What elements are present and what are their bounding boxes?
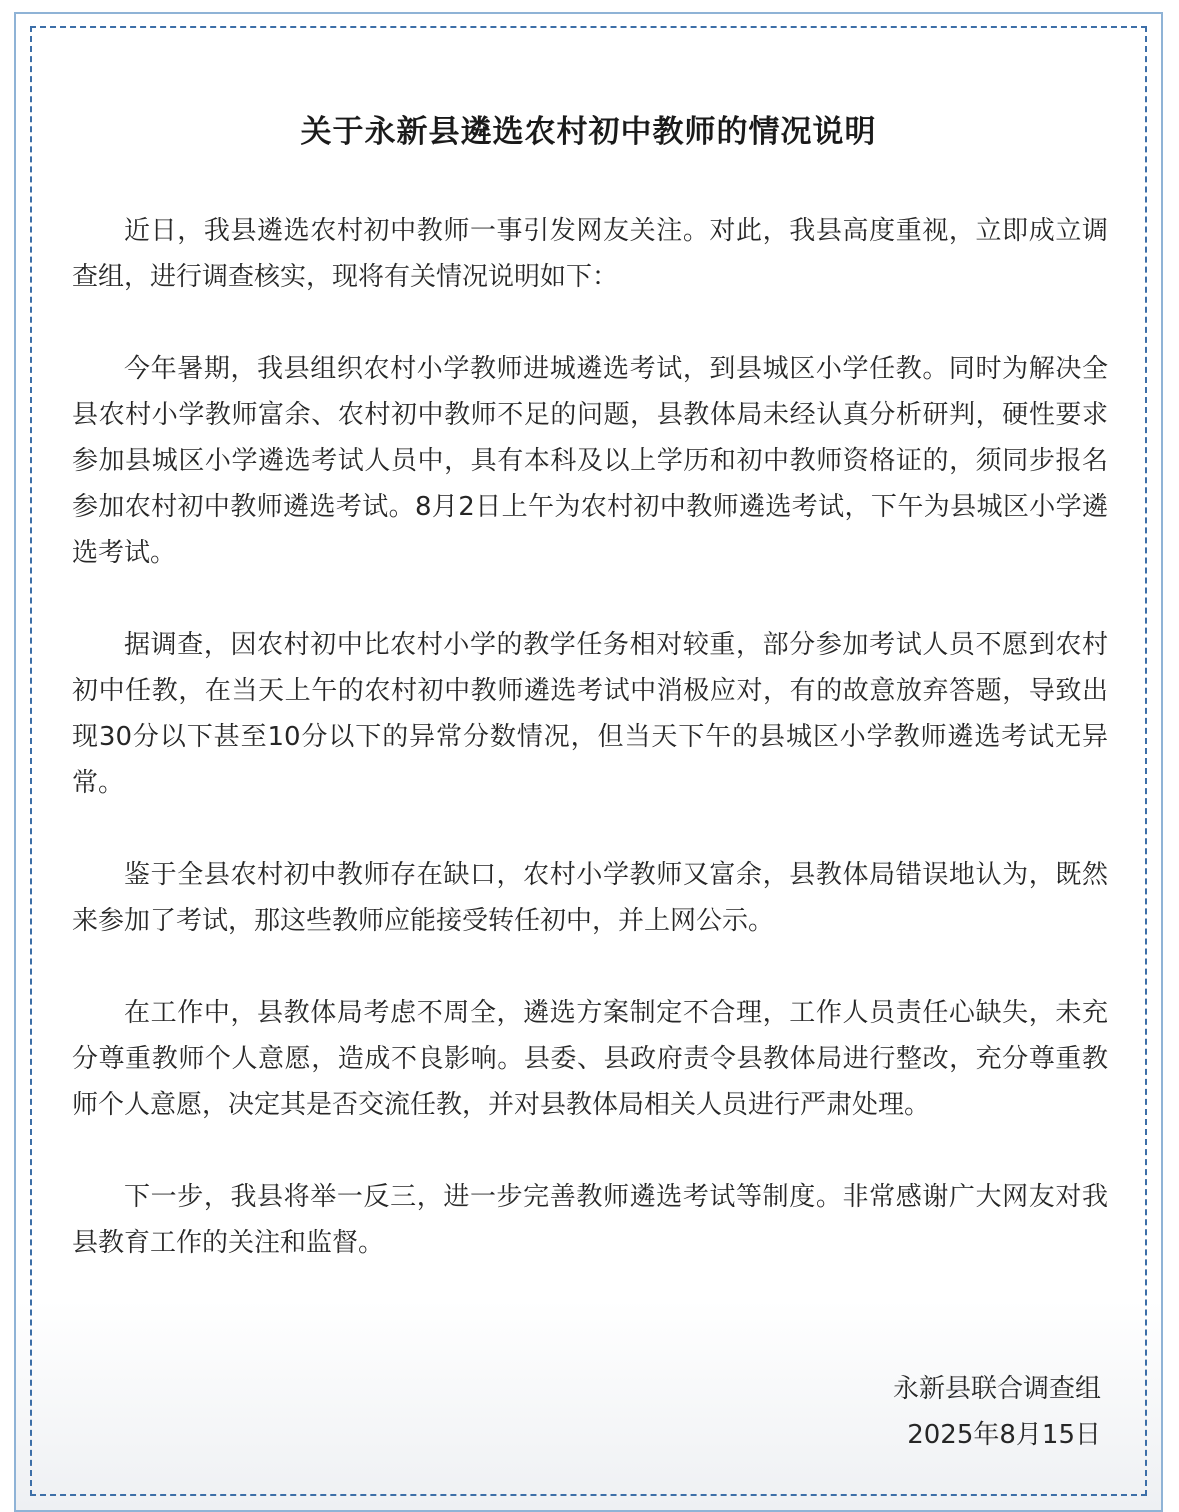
signature-block xyxy=(893,1366,1101,1458)
paragraph-background: 今年暑期，我县组织农村小学教师进城遴选考试，到县城区小学任教。同时为解决全县农村小学教师富余、农村初中教师不足的问题，县教体局未经认真分析研判，硬性要求参加县城区小学遴选考试人员中，具有本科及以上学历和初中教师资格证的，须同步报名参加农村初中教师遴选考试。8月2日上午为农村初中教师遴选考试，下午为县城区小学遴选考试。 xyxy=(72,354,1108,568)
document-body xyxy=(72,208,1108,1312)
outer-frame xyxy=(14,12,1163,1512)
paragraph-intro: 近日，我县遴选农村初中教师一事引发网友关注。对此，我县高度重视，立即成立调查组，进行调查核实，现将有关情况说明如下： xyxy=(72,216,1108,292)
paragraph-misjudgment: 鉴于全县农村初中教师存在缺口，农村小学教师又富余，县教体局错误地认为，既然来参加了考试，那这些教师应能接受转任初中，并上网公示。 xyxy=(72,860,1108,936)
paragraph-next-steps: 下一步，我县将举一反三，进一步完善教师遴选考试等制度。非常感谢广大网友对我县教育工作的关注和监督。 xyxy=(72,1182,1108,1258)
dashed-inner-frame xyxy=(30,26,1147,1496)
document-title: 关于永新县遴选农村初中教师的情况说明 xyxy=(300,114,877,150)
signature-date: 2025年8月15日 xyxy=(907,1420,1101,1450)
signature-org: 永新县联合调查组 xyxy=(892,1374,1101,1404)
paragraph-rectification: 在工作中，县教体局考虑不周全，遴选方案制定不合理，工作人员责任心缺失，未充分尊重教师个人意愿，造成不良影响。县委、县政府责令县教体局进行整改，充分尊重教师个人意愿，决定其是否交流任教，并对县教体局相关人员进行严肃处理。 xyxy=(72,998,1108,1120)
paragraph-investigation: 据调查，因农村初中比农村小学的教学任务相对较重，部分参加考试人员不愿到农村初中任教，在当天上午的农村初中教师遴选考试中消极应对，有的故意放弃答题，导致出现30分以下甚至10分以下的异常分数情况，但当天下午的县城区小学教师遴选考试无异常。 xyxy=(72,630,1108,798)
